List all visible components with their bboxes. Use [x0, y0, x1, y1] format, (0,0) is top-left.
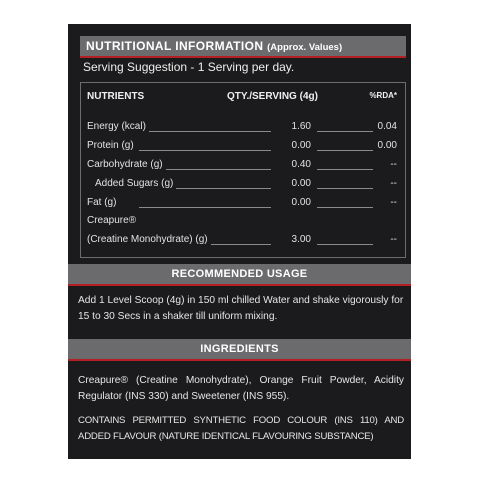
row-label: Fat (g) [87, 197, 119, 208]
row-rda: -- [373, 178, 397, 189]
serving-suggestion: Serving Suggestion - 1 Serving per day. [83, 60, 295, 74]
ingredients-header: INGREDIENTS [68, 339, 411, 361]
nutrition-subtitle: (Approx. Values) [267, 42, 343, 53]
row-qty: 1.60 [271, 121, 311, 132]
row-label: Energy (kcal) [87, 121, 149, 132]
table-row [81, 215, 405, 231]
leader-line [317, 207, 377, 208]
leader-line [317, 169, 377, 170]
ingredients-text: Creapure® (Creatine Monohydrate), Orange Fruit Powder, Acidity Regulator (INS 330) and Sweetener (INS 955). [78, 375, 404, 402]
nutrition-table [80, 82, 406, 258]
table-row [81, 197, 405, 213]
row-rda: -- [373, 159, 397, 170]
row-rda: 0.04 [373, 121, 397, 132]
row-label: Creapure® [87, 215, 139, 226]
row-qty: 0.00 [271, 178, 311, 189]
row-qty: 0.40 [271, 159, 311, 170]
nutrition-header [80, 36, 406, 58]
col-qty: QTY./SERVING (4g) [227, 91, 318, 102]
row-qty: 0.00 [271, 197, 311, 208]
table-row [81, 234, 405, 250]
leader-line [317, 244, 377, 245]
col-rda: %RDA* [369, 91, 397, 100]
row-qty: 0.00 [271, 140, 311, 151]
row-label: Carbohydrate (g) [87, 159, 166, 170]
usage-text: Add 1 Level Scoop (4g) in 150 ml chilled Water and shake vigorously for 15 to 30 Secs in a shaker till uniform mixing. [78, 295, 404, 322]
row-rda: -- [373, 234, 397, 245]
usage-header: RECOMMENDED USAGE [68, 264, 411, 286]
row-qty: 3.00 [271, 234, 311, 245]
leader-line [139, 207, 289, 208]
label-panel [68, 24, 411, 459]
row-label: Protein (g) [87, 140, 137, 151]
table-row [81, 140, 405, 156]
table-row [81, 121, 405, 137]
leader-line [139, 131, 289, 132]
leader-line [139, 150, 289, 151]
leader-line [317, 150, 377, 151]
row-rda: 0.00 [373, 140, 397, 151]
row-label: (Creatine Monohydrate) (g) [87, 234, 211, 245]
table-row [81, 178, 405, 194]
additive-notice: CONTAINS PERMITTED SYNTHETIC FOOD COLOUR (INS 110) AND ADDED FLAVOUR (NATURE IDENTICAL FLAVOURING SUBSTANCE) [78, 415, 404, 442]
leader-line [317, 131, 377, 132]
table-row [81, 159, 405, 175]
col-nutrients: NUTRIENTS [87, 91, 145, 102]
row-rda: -- [373, 197, 397, 208]
leader-line [317, 188, 377, 189]
row-label: Added Sugars (g) [95, 178, 176, 189]
nutrition-title: NUTRITIONAL INFORMATION [86, 39, 264, 53]
